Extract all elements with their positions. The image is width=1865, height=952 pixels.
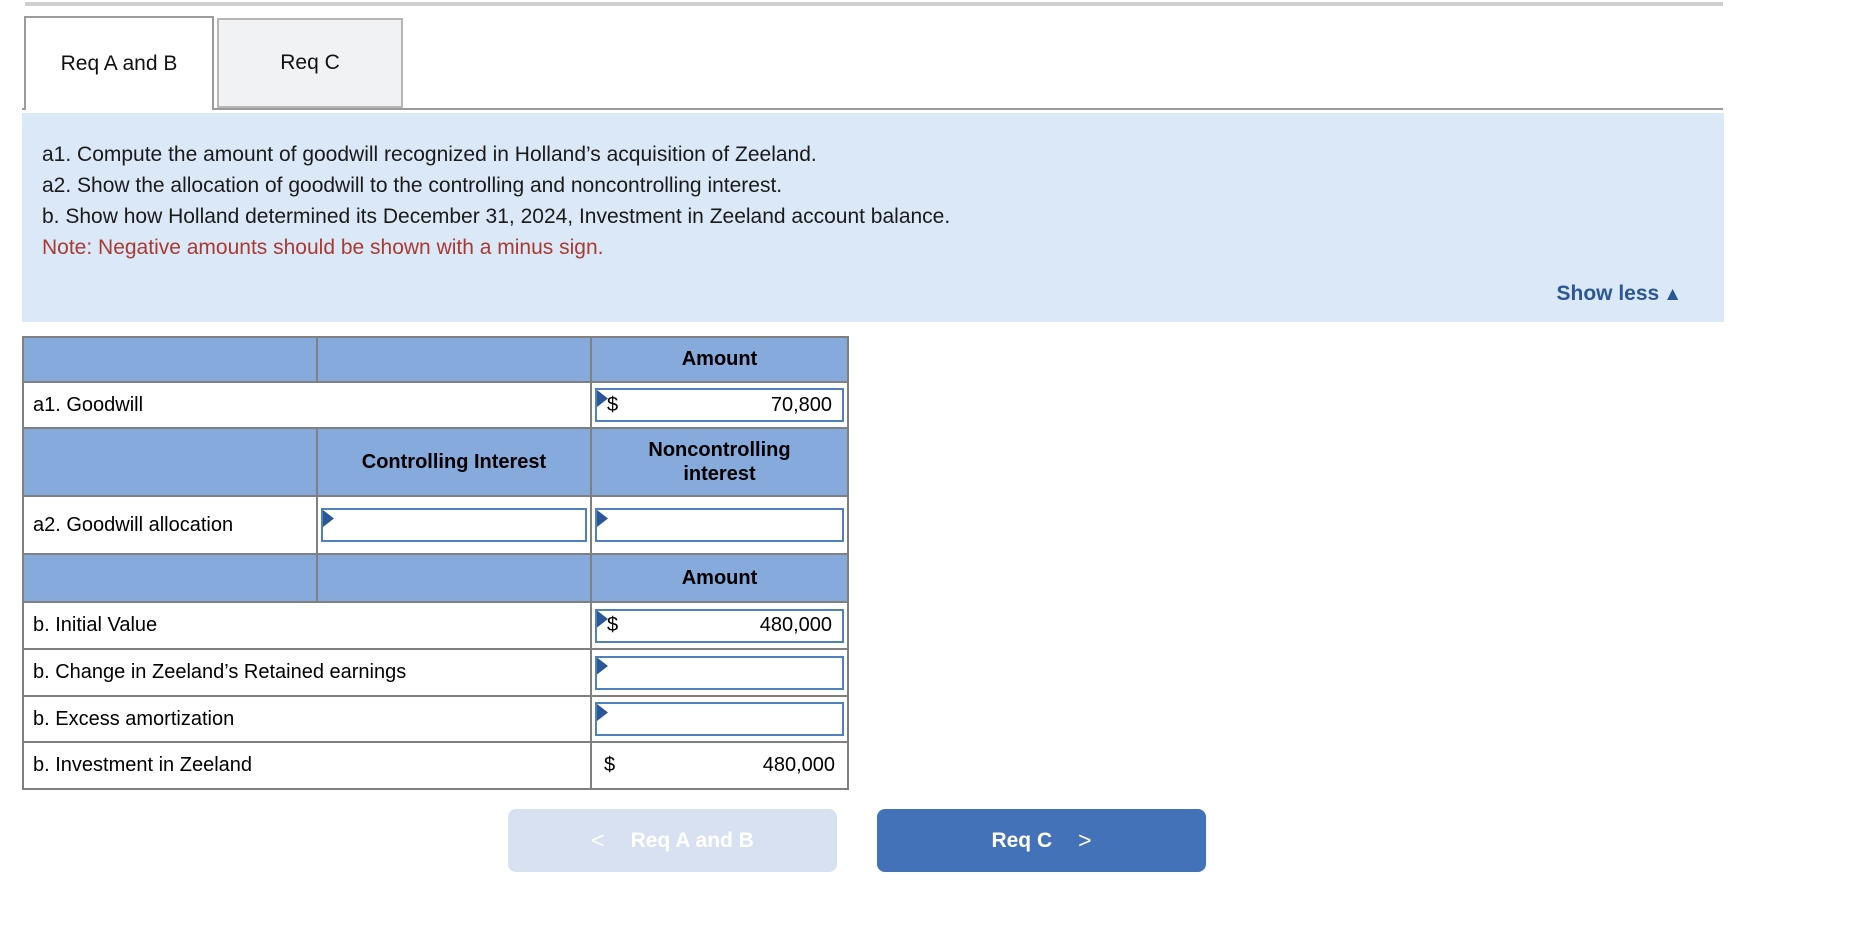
b-initial-value-input[interactable] <box>595 609 844 643</box>
input-marker-icon <box>597 658 608 675</box>
row-label-b-excess-amortization: b. Excess amortization <box>23 696 591 742</box>
b-investment-total-value: 480,000 <box>762 754 835 776</box>
next-button-label: Req C <box>991 828 1053 852</box>
b-change-input[interactable] <box>595 656 844 690</box>
a1-goodwill-cell <box>591 382 848 428</box>
a1-goodwill-value: 70,800 <box>770 393 832 416</box>
header-row-1 <box>23 337 848 382</box>
input-marker-icon <box>597 704 608 721</box>
b-excess-input[interactable] <box>595 702 844 736</box>
row-label-b-initial-value: b. Initial Value <box>23 602 591 649</box>
input-marker-icon <box>597 510 608 527</box>
requirements-table <box>22 336 849 790</box>
show-less-link[interactable] <box>1556 282 1682 306</box>
row-b-change-retained-earnings <box>23 649 848 696</box>
currency-symbol: $ <box>604 754 616 776</box>
row-label-a2-goodwill-allocation: a2. Goodwill allocation <box>23 496 317 554</box>
header-blank-cell <box>317 554 591 602</box>
a2-controlling-cell <box>317 496 591 554</box>
header-noncontrolling-interest: Noncontrolling interest <box>591 428 848 496</box>
header-row-2 <box>23 428 848 496</box>
header-blank-cell <box>23 428 317 496</box>
row-a2-goodwill-allocation <box>23 496 848 554</box>
header-amount-top: Amount <box>591 337 848 382</box>
instruction-line-a2: a2. Show the allocation of goodwill to the controlling and noncontrolling interest. <box>42 174 783 197</box>
a1-goodwill-input[interactable] <box>595 388 844 422</box>
instruction-line-b: b. Show how Holland determined its December 31, 2024, Investment in Zeeland account balance. <box>42 205 951 228</box>
header-amount-bottom: Amount <box>591 554 848 602</box>
instruction-note: Note: Negative amounts should be shown with a minus sign. <box>42 236 604 259</box>
row-a1-goodwill <box>23 382 848 428</box>
collapse-arrow-icon: ▲ <box>1663 284 1682 305</box>
b-initial-value-value: 480,000 <box>759 614 832 636</box>
tab-req-a-and-b-label: Req A and B <box>60 52 178 75</box>
header-row-3 <box>23 554 848 602</box>
next-req-c-button[interactable] <box>877 809 1206 872</box>
b-initial-value-cell <box>591 602 848 649</box>
a2-noncontrolling-input[interactable] <box>595 508 844 542</box>
row-label-b-change-retained-earnings: b. Change in Zeeland’s Retained earnings <box>23 649 591 696</box>
currency-symbol: $ <box>607 614 619 636</box>
b-change-cell <box>591 649 848 696</box>
currency-symbol: $ <box>607 393 619 416</box>
a2-controlling-input[interactable] <box>321 508 587 542</box>
tab-req-c[interactable] <box>217 18 403 108</box>
prev-req-a-and-b-button[interactable] <box>508 809 837 872</box>
prev-button-label: Req A and B <box>630 828 754 852</box>
row-b-investment-in-zeeland <box>23 742 848 789</box>
header-blank-cell <box>317 337 591 382</box>
instruction-lines <box>22 113 1724 263</box>
show-less-label: Show less <box>1556 282 1660 305</box>
row-b-excess-amortization <box>23 696 848 742</box>
instruction-panel <box>22 113 1724 322</box>
header-controlling-interest: Controlling Interest <box>317 428 591 496</box>
top-divider <box>25 2 1723 6</box>
row-b-initial-value <box>23 602 848 649</box>
header-blank-cell <box>23 554 317 602</box>
header-blank-cell <box>23 337 317 382</box>
row-label-a1-goodwill: a1. Goodwill <box>23 382 591 428</box>
b-excess-cell <box>591 696 848 742</box>
tab-strip-border <box>22 108 1723 110</box>
chevron-right-icon: > <box>1078 827 1092 853</box>
input-marker-icon <box>323 510 334 527</box>
tab-req-c-label: Req C <box>280 51 340 74</box>
b-investment-total-cell <box>591 742 848 789</box>
a2-noncontrolling-cell <box>591 496 848 554</box>
chevron-left-icon: < <box>591 827 605 853</box>
row-label-b-investment-in-zeeland: b. Investment in Zeeland <box>23 742 591 789</box>
instruction-line-a1: a1. Compute the amount of goodwill recognized in Holland’s acquisition of Zeeland. <box>42 143 817 166</box>
tab-req-a-and-b[interactable] <box>24 16 214 110</box>
